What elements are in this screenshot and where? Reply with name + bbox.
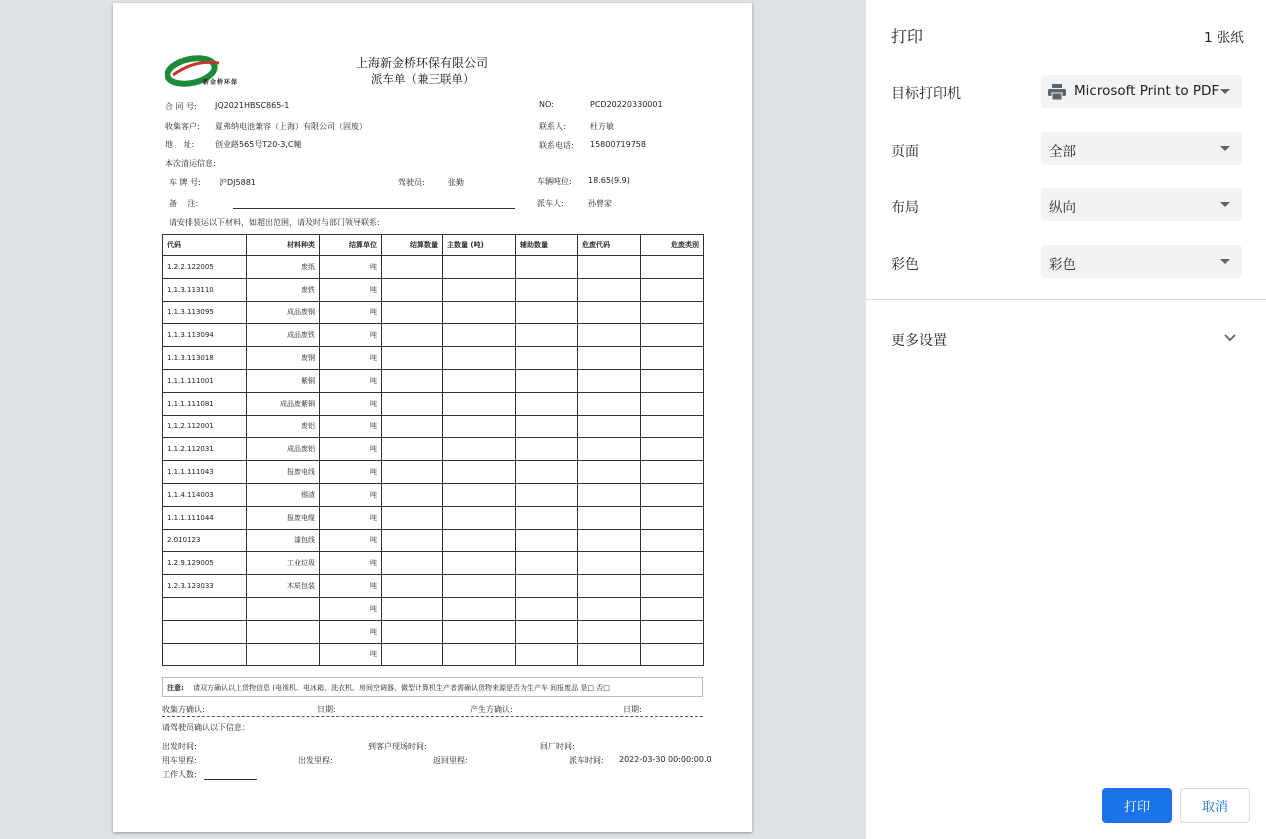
panel-title: 打印	[891, 27, 924, 46]
cell-empty	[641, 483, 704, 506]
cell-empty	[382, 278, 443, 301]
table-row	[163, 575, 704, 598]
printer-value: Microsoft Print to PDF	[1074, 83, 1220, 99]
cell-unit: 吨	[320, 552, 382, 575]
depart-mileage: 出发里程:	[298, 756, 333, 765]
cell-code	[163, 643, 247, 666]
cell-empty	[641, 552, 704, 575]
cell-unit: 吨	[320, 392, 382, 415]
layout-value: 纵向	[1049, 200, 1076, 216]
dispatcher-label: 派车人:	[537, 199, 564, 208]
address-label: 地 址:	[165, 140, 195, 149]
header-main-qty: 主数量 (吨)	[443, 235, 516, 256]
table-row	[163, 369, 704, 392]
cell-unit: 吨	[320, 575, 382, 598]
table-row	[163, 620, 704, 643]
cell-empty	[578, 552, 641, 575]
cell-empty	[382, 529, 443, 552]
header-aux-qty: 辅助数量	[516, 235, 578, 256]
plate-value: 沪DJ5881	[219, 178, 256, 187]
cell-empty	[578, 461, 641, 484]
cell-empty	[382, 347, 443, 370]
cell-empty	[516, 415, 578, 438]
printer-icon	[1048, 84, 1066, 100]
cell-empty	[578, 620, 641, 643]
cell-empty	[641, 438, 704, 461]
cell-code: 1.1.1.111044	[163, 506, 247, 529]
cell-code: 1.1.1.111001	[163, 369, 247, 392]
cell-empty	[443, 643, 516, 666]
notice-label: 注意:	[167, 684, 184, 692]
cell-type: 成品废钢	[247, 301, 320, 324]
cell-type: 报废电线	[247, 461, 320, 484]
cell-empty	[641, 301, 704, 324]
notice-box	[162, 677, 703, 697]
cell-empty	[443, 483, 516, 506]
cell-unit: 吨	[320, 301, 382, 324]
cell-empty	[578, 575, 641, 598]
cell-empty	[641, 369, 704, 392]
cell-type: 成品废铝	[247, 438, 320, 461]
cell-empty	[516, 461, 578, 484]
cell-empty	[382, 620, 443, 643]
company-name: 上海新金桥环保有限公司	[356, 56, 489, 70]
arrive-time: 到客户现场时间:	[368, 742, 427, 751]
cell-empty	[641, 597, 704, 620]
cell-type: 锡渣	[247, 483, 320, 506]
driver-label: 驾驶员:	[398, 178, 425, 187]
cell-empty	[443, 529, 516, 552]
cell-empty	[516, 506, 578, 529]
table-row	[163, 597, 704, 620]
cell-empty	[382, 506, 443, 529]
cell-empty	[516, 597, 578, 620]
collector-confirm: 收集方确认:	[162, 705, 205, 714]
cell-empty	[443, 392, 516, 415]
header-type: 材料种类	[247, 235, 320, 256]
cell-empty	[516, 256, 578, 279]
cell-empty	[382, 597, 443, 620]
no-value: PCD20220330001	[590, 100, 663, 109]
cell-type: 木质包装	[247, 575, 320, 598]
contract-no: JQ2021HBSC865-1	[215, 101, 290, 110]
table-row	[163, 506, 704, 529]
cell-empty	[641, 415, 704, 438]
phone-value: 15800719758	[590, 140, 646, 149]
cell-unit: 吨	[320, 278, 382, 301]
tonnage-label: 车辆吨位:	[537, 177, 572, 186]
cell-empty	[641, 643, 704, 666]
plate-label: 车 牌 号:	[169, 178, 201, 187]
customer-value: 夏弗纳电池兼容（上海）有限公司（固废）	[215, 122, 367, 131]
cell-type: 废铁	[247, 278, 320, 301]
logo-text: 新金桥环保	[203, 79, 239, 86]
cell-empty	[641, 620, 704, 643]
cell-empty	[382, 552, 443, 575]
customer-label: 收集客户:	[165, 122, 200, 131]
cell-empty	[641, 324, 704, 347]
cell-empty	[443, 301, 516, 324]
cell-empty	[641, 529, 704, 552]
header-hazard-code: 危废代码	[578, 235, 641, 256]
cell-type: 紫铜	[247, 369, 320, 392]
cell-unit: 吨	[320, 597, 382, 620]
cell-empty	[382, 392, 443, 415]
cell-empty	[641, 575, 704, 598]
no-label: NO:	[539, 100, 554, 109]
cell-empty	[382, 643, 443, 666]
cell-code	[163, 620, 247, 643]
table-row	[163, 347, 704, 370]
cell-empty	[516, 347, 578, 370]
header-qty: 结算数量	[382, 235, 443, 256]
cell-empty	[382, 369, 443, 392]
cell-type: 废铝	[247, 415, 320, 438]
cell-unit: 吨	[320, 369, 382, 392]
cell-empty	[578, 643, 641, 666]
color-label: 彩色	[891, 257, 919, 273]
cell-empty	[382, 256, 443, 279]
workers-label: 工作人数:	[162, 770, 197, 779]
cell-code: 1.1.3.113094	[163, 324, 247, 347]
cell-empty	[516, 301, 578, 324]
layout-label: 布局	[891, 200, 919, 216]
address-value: 创业路565号T20-3,C幢	[215, 140, 302, 149]
cell-empty	[578, 483, 641, 506]
cell-empty	[443, 438, 516, 461]
cell-empty	[578, 347, 641, 370]
cell-unit: 吨	[320, 415, 382, 438]
color-value: 彩色	[1049, 257, 1076, 273]
driver-value: 张勤	[448, 178, 464, 187]
cell-unit: 吨	[320, 620, 382, 643]
table-row	[163, 438, 704, 461]
cell-type: 成品废铁	[247, 324, 320, 347]
materials-table	[162, 234, 704, 666]
cell-code: 2.010123	[163, 529, 247, 552]
cell-empty	[516, 620, 578, 643]
cell-unit: 吨	[320, 506, 382, 529]
printer-label: 目标打印机	[891, 86, 961, 102]
print-settings-panel	[866, 0, 1266, 839]
cell-code: 1.1.2.112031	[163, 438, 247, 461]
cell-type: 报废电缆	[247, 506, 320, 529]
layout-select[interactable]	[1041, 188, 1242, 221]
collector-date: 日期:	[317, 705, 336, 714]
cell-type: 成品废紫铜	[247, 392, 320, 415]
cell-empty	[516, 483, 578, 506]
cell-empty	[641, 347, 704, 370]
header-code: 代码	[163, 235, 247, 256]
cell-empty	[516, 575, 578, 598]
pages-select[interactable]	[1041, 132, 1242, 165]
color-select[interactable]	[1041, 245, 1242, 278]
cell-type: 废钢	[247, 347, 320, 370]
cell-type	[247, 597, 320, 620]
cell-empty	[578, 324, 641, 347]
table-row	[163, 643, 704, 666]
cell-empty	[443, 461, 516, 484]
cell-unit: 吨	[320, 256, 382, 279]
header-hazard-category: 危废类别	[641, 235, 704, 256]
cell-empty	[443, 256, 516, 279]
cell-code: 1.1.1.111081	[163, 392, 247, 415]
cell-empty	[578, 506, 641, 529]
tonnage-value: 18.65(9.9)	[588, 176, 630, 185]
table-row	[163, 483, 704, 506]
sheet-count: 1 张纸	[1204, 30, 1244, 46]
cell-empty	[382, 575, 443, 598]
producer-confirm: 产生方确认:	[470, 705, 513, 714]
header-unit: 结算单位	[320, 235, 382, 256]
table-row	[163, 415, 704, 438]
notice-text: 请双方确认以上货物信息 (电视机、电冰箱、洗衣机、房间空调器、微型计算机生产者需确认货物来源是否为生产车 间报废品 是□ 否□	[193, 684, 610, 692]
table-row	[163, 324, 704, 347]
contact-value: 杜方敏	[590, 122, 614, 131]
cell-code: 1.2.2.122005	[163, 256, 247, 279]
return-mileage: 返回里程:	[433, 756, 468, 765]
cell-empty	[578, 256, 641, 279]
cell-empty	[578, 597, 641, 620]
chevron-down-icon	[1220, 259, 1230, 264]
cell-empty	[443, 324, 516, 347]
preview-page	[113, 3, 752, 832]
remark-line	[233, 208, 515, 209]
cell-empty	[578, 301, 641, 324]
cell-empty	[382, 301, 443, 324]
producer-date: 日期:	[623, 705, 642, 714]
cell-code: 1.2.9.129005	[163, 552, 247, 575]
return-time: 回厂时间:	[540, 742, 575, 751]
cell-empty	[578, 529, 641, 552]
cell-code: 1.2.3.123033	[163, 575, 247, 598]
chevron-down-icon	[1220, 89, 1230, 94]
cell-empty	[443, 347, 516, 370]
cell-code: 1.1.3.113095	[163, 301, 247, 324]
cell-empty	[443, 369, 516, 392]
cell-type	[247, 643, 320, 666]
cell-type: 工业垃圾	[247, 552, 320, 575]
cell-empty	[382, 415, 443, 438]
dispatch-time-label: 派车时间:	[569, 756, 604, 765]
cell-empty	[578, 369, 641, 392]
pages-value: 全部	[1049, 144, 1076, 160]
cell-unit: 吨	[320, 483, 382, 506]
cell-empty	[516, 643, 578, 666]
chevron-down-icon	[1220, 146, 1230, 151]
cell-empty	[578, 392, 641, 415]
driver-confirm: 请驾驶员确认以下信息：	[162, 723, 250, 732]
more-settings-toggle[interactable]	[866, 318, 1266, 358]
cell-empty	[641, 256, 704, 279]
more-settings-label: 更多设置	[891, 333, 947, 349]
workers-line	[204, 779, 257, 780]
cell-empty	[641, 392, 704, 415]
cell-empty	[443, 575, 516, 598]
cell-unit: 吨	[320, 643, 382, 666]
cell-empty	[443, 278, 516, 301]
table-row	[163, 301, 704, 324]
cell-empty	[578, 415, 641, 438]
cell-empty	[516, 438, 578, 461]
cell-type: 漆包线	[247, 529, 320, 552]
cell-unit: 吨	[320, 324, 382, 347]
cell-empty	[641, 278, 704, 301]
chevron-down-icon	[1224, 334, 1236, 342]
cell-empty	[641, 506, 704, 529]
contract-label: 合 同 号:	[165, 102, 197, 111]
cancel-button[interactable]: 取消	[1180, 788, 1250, 823]
cell-empty	[382, 483, 443, 506]
table-row	[163, 552, 704, 575]
cell-empty	[443, 506, 516, 529]
document-subtitle: 派车单（兼三联单）	[371, 72, 475, 86]
printer-select[interactable]	[1041, 75, 1242, 108]
cell-code: 1.1.3.113110	[163, 278, 247, 301]
cell-empty	[382, 324, 443, 347]
dispatch-time-value: 2022-03-30 00:00:00.0	[619, 755, 712, 764]
cell-empty	[382, 461, 443, 484]
instruction-text: 请安排装运以下材料，如超出范围，请及时与部门领导联系:	[169, 218, 380, 227]
cell-empty	[516, 552, 578, 575]
table-row	[163, 278, 704, 301]
cell-empty	[516, 369, 578, 392]
cell-unit: 吨	[320, 438, 382, 461]
cell-empty	[443, 415, 516, 438]
cell-code: 1.1.2.112001	[163, 415, 247, 438]
cell-empty	[516, 324, 578, 347]
cell-empty	[443, 597, 516, 620]
cell-empty	[516, 529, 578, 552]
panel-divider	[866, 299, 1266, 300]
cell-empty	[382, 438, 443, 461]
dispatcher-value: 孙曾家	[588, 199, 612, 208]
table-row	[163, 461, 704, 484]
cell-type: 废纸	[247, 256, 320, 279]
cell-empty	[443, 552, 516, 575]
cell-unit: 吨	[320, 529, 382, 552]
cell-empty	[443, 620, 516, 643]
table-row	[163, 529, 704, 552]
cell-type	[247, 620, 320, 643]
mileage: 用车里程:	[162, 756, 197, 765]
cell-empty	[516, 278, 578, 301]
cell-empty	[641, 461, 704, 484]
cell-unit: 吨	[320, 461, 382, 484]
cell-unit: 吨	[320, 347, 382, 370]
depart-time: 出发时间:	[162, 742, 197, 751]
table-header-row	[163, 235, 704, 256]
pages-label: 页面	[891, 144, 919, 160]
cell-code	[163, 597, 247, 620]
dashed-separator	[162, 716, 703, 717]
table-row	[163, 256, 704, 279]
contact-label: 联系人:	[539, 122, 566, 131]
phone-label: 联系电话:	[539, 141, 574, 150]
chevron-down-icon	[1220, 202, 1230, 207]
print-button[interactable]: 打印	[1102, 788, 1172, 823]
cell-code: 1.1.1.111043	[163, 461, 247, 484]
cell-empty	[516, 392, 578, 415]
cell-code: 1.1.3.113018	[163, 347, 247, 370]
remark-label: 备 注:	[169, 199, 199, 208]
table-row	[163, 392, 704, 415]
cell-empty	[578, 438, 641, 461]
cell-empty	[578, 278, 641, 301]
info-label: 本次清运信息:	[165, 159, 216, 168]
cell-code: 1.1.4.114003	[163, 483, 247, 506]
